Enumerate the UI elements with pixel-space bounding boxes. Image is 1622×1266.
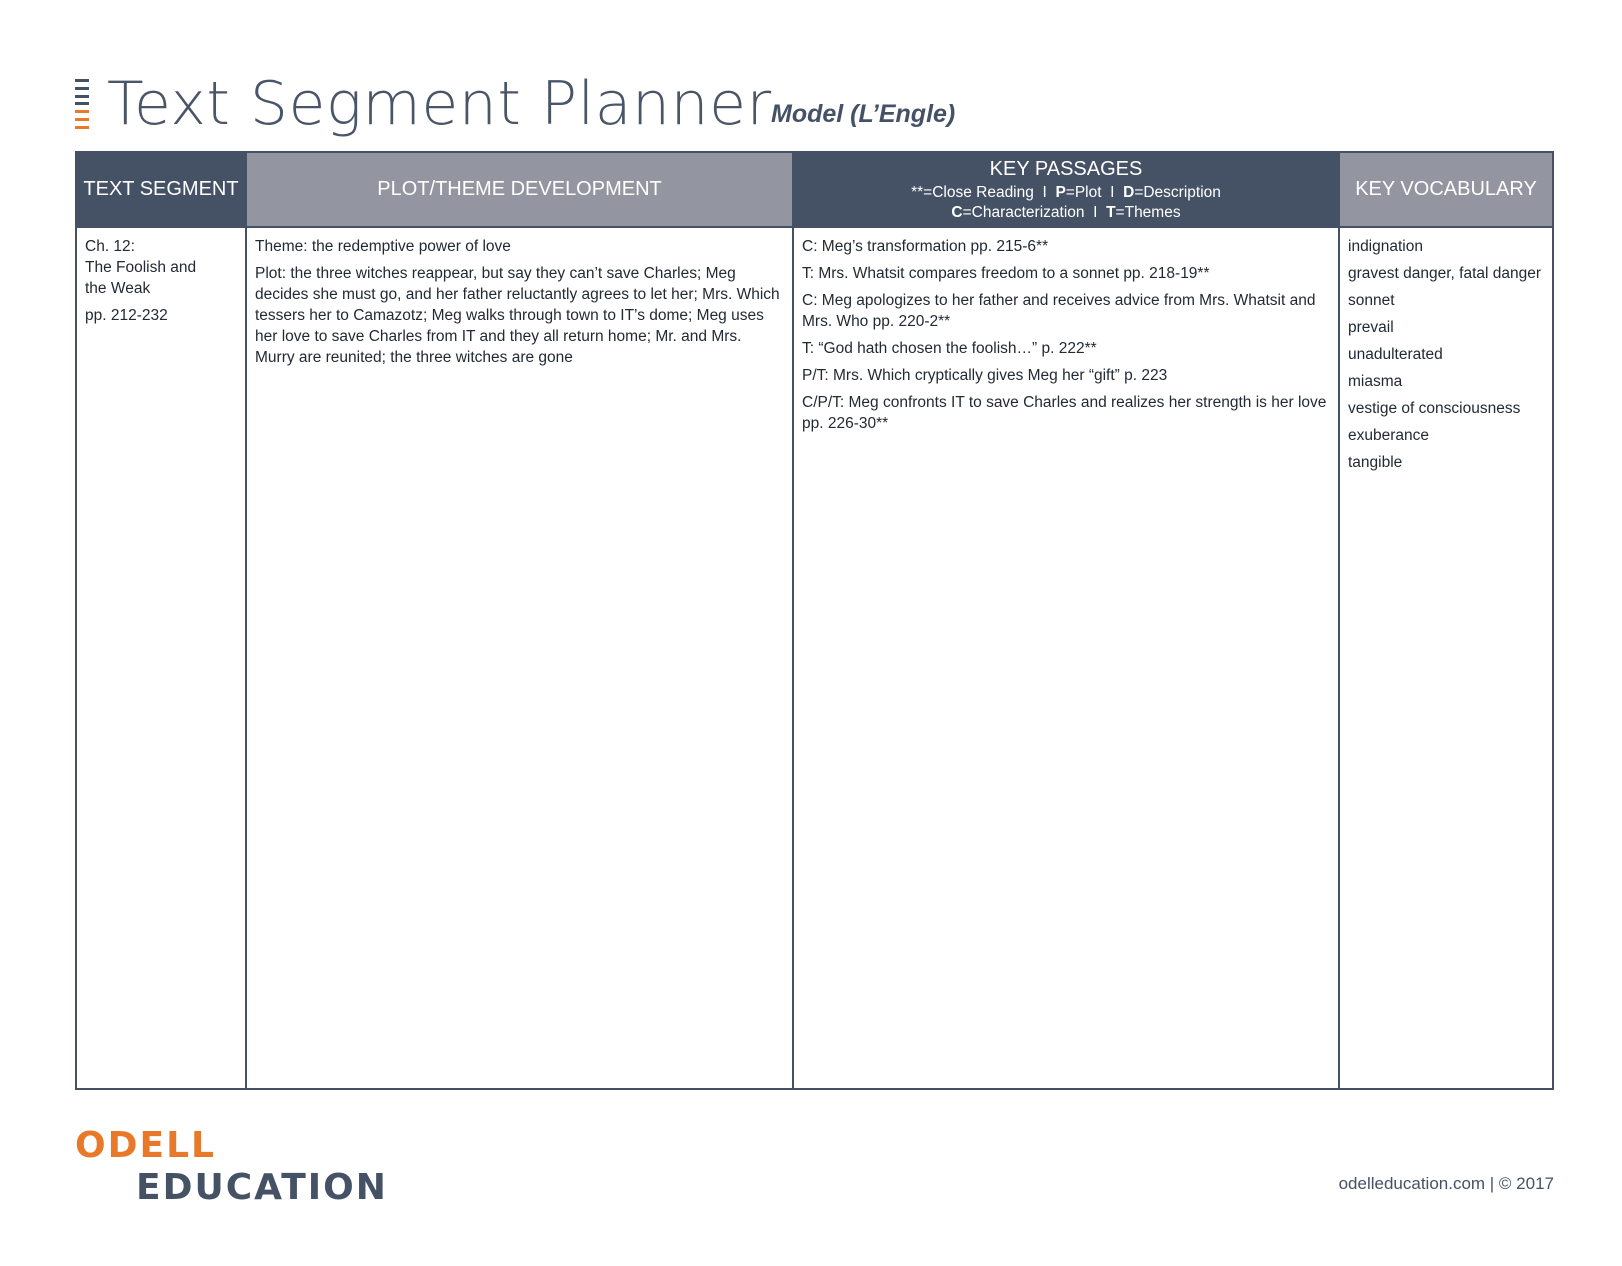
passage-item: C/P/T: Meg confronts IT to save Charles and realizes her strength is her love pp. 226-30** [802,394,1327,432]
legend-d-value: =Description [1134,183,1221,201]
passages-legend-line1 [911,183,1221,203]
plot-cell [245,226,792,1088]
legend-t-value: =Themes [1115,203,1181,221]
logo-line-education: EDUCATION [136,1167,388,1208]
vocab-cell [1338,226,1552,1088]
legend-separator: I [1042,183,1047,201]
legend-d-key: D [1123,183,1135,201]
stripe-mark [75,118,89,121]
header-key-passages [792,153,1338,226]
header-key-passages-title: KEY PASSAGES [989,157,1143,180]
page-header [75,64,772,144]
legend-p-value: =Plot [1065,183,1102,201]
vocab-item: exuberance [1348,427,1430,444]
vocab-item: indignation [1348,238,1423,255]
segment-chapter: Ch. 12: [85,238,135,255]
vocab-item: miasma [1348,373,1403,390]
logo-line-odell: ODELL [75,1125,216,1166]
stripe-mark [75,110,89,113]
passage-item: T: “God hath chosen the foolish…” p. 222** [802,340,1097,357]
plot-summary-text: Plot: the three witches reappear, but say they can’t save Charles; Meg decides she must go, and her father reluctantly agrees to let her; Mrs. Which tessers her to Camazotz; Meg walks through town to IT’s dome; Meg uses her love to save Charles from IT and they all return home; Mr. and Mrs. Murry are reunited; the three witches are gone [255,265,780,366]
header-key-vocabulary: KEY VOCABULARY [1338,153,1552,226]
vocab-item: tangible [1348,454,1403,471]
stripe-mark [75,126,89,129]
odell-education-logo [75,1125,388,1208]
legend-close-reading: **=Close Reading [911,183,1034,201]
page-subtitle: Model (L’Engle) [771,100,956,128]
vocab-item: gravest danger, fatal danger [1348,265,1542,282]
legend-c-key: C [951,203,963,221]
passages-cell [792,226,1338,1088]
header-text-segment: TEXT SEGMENT [77,153,245,226]
stripe-mark [75,102,89,105]
vocab-item: prevail [1348,319,1394,336]
stripe-mark [75,79,89,82]
passage-item: C: Meg’s transformation pp. 215-6** [802,238,1049,255]
vocab-item: sonnet [1348,292,1395,309]
segment-cell [77,226,245,1088]
stripe-mark [75,95,89,98]
segment-name-line1: The Foolish and [85,259,197,276]
passages-legend-line2 [951,203,1180,223]
legend-separator: I [1093,203,1098,221]
plot-theme-text: Theme: the redemptive power of love [255,238,511,255]
legend-p-key: P [1055,183,1066,201]
page-title: Text Segment Planner [107,69,772,139]
planner-table [75,151,1554,1090]
segment-name-line2: the Weak [85,280,151,297]
segment-pages: pp. 212-232 [85,307,168,324]
passage-item: T: Mrs. Whatsit compares freedom to a sonnet pp. 218-19** [802,265,1210,282]
legend-separator: I [1110,183,1115,201]
stripe-mark [75,87,89,90]
passage-item: C: Meg apologizes to her father and receives advice from Mrs. Whatsit and Mrs. Who pp. 220-2** [802,292,1316,330]
passage-item: P/T: Mrs. Which cryptically gives Meg her “gift” p. 223 [802,367,1168,384]
legend-t-key: T [1106,203,1116,221]
vocab-item: vestige of consciousness [1348,400,1521,417]
header-plot-theme: PLOT/THEME DEVELOPMENT [245,153,792,226]
stripe-logo-icon [75,79,89,129]
vocab-item: unadulterated [1348,346,1443,363]
legend-c-value: =Characterization [962,203,1085,221]
footer-site-copyright: odelleducation.com | © 2017 [1338,1174,1554,1193]
